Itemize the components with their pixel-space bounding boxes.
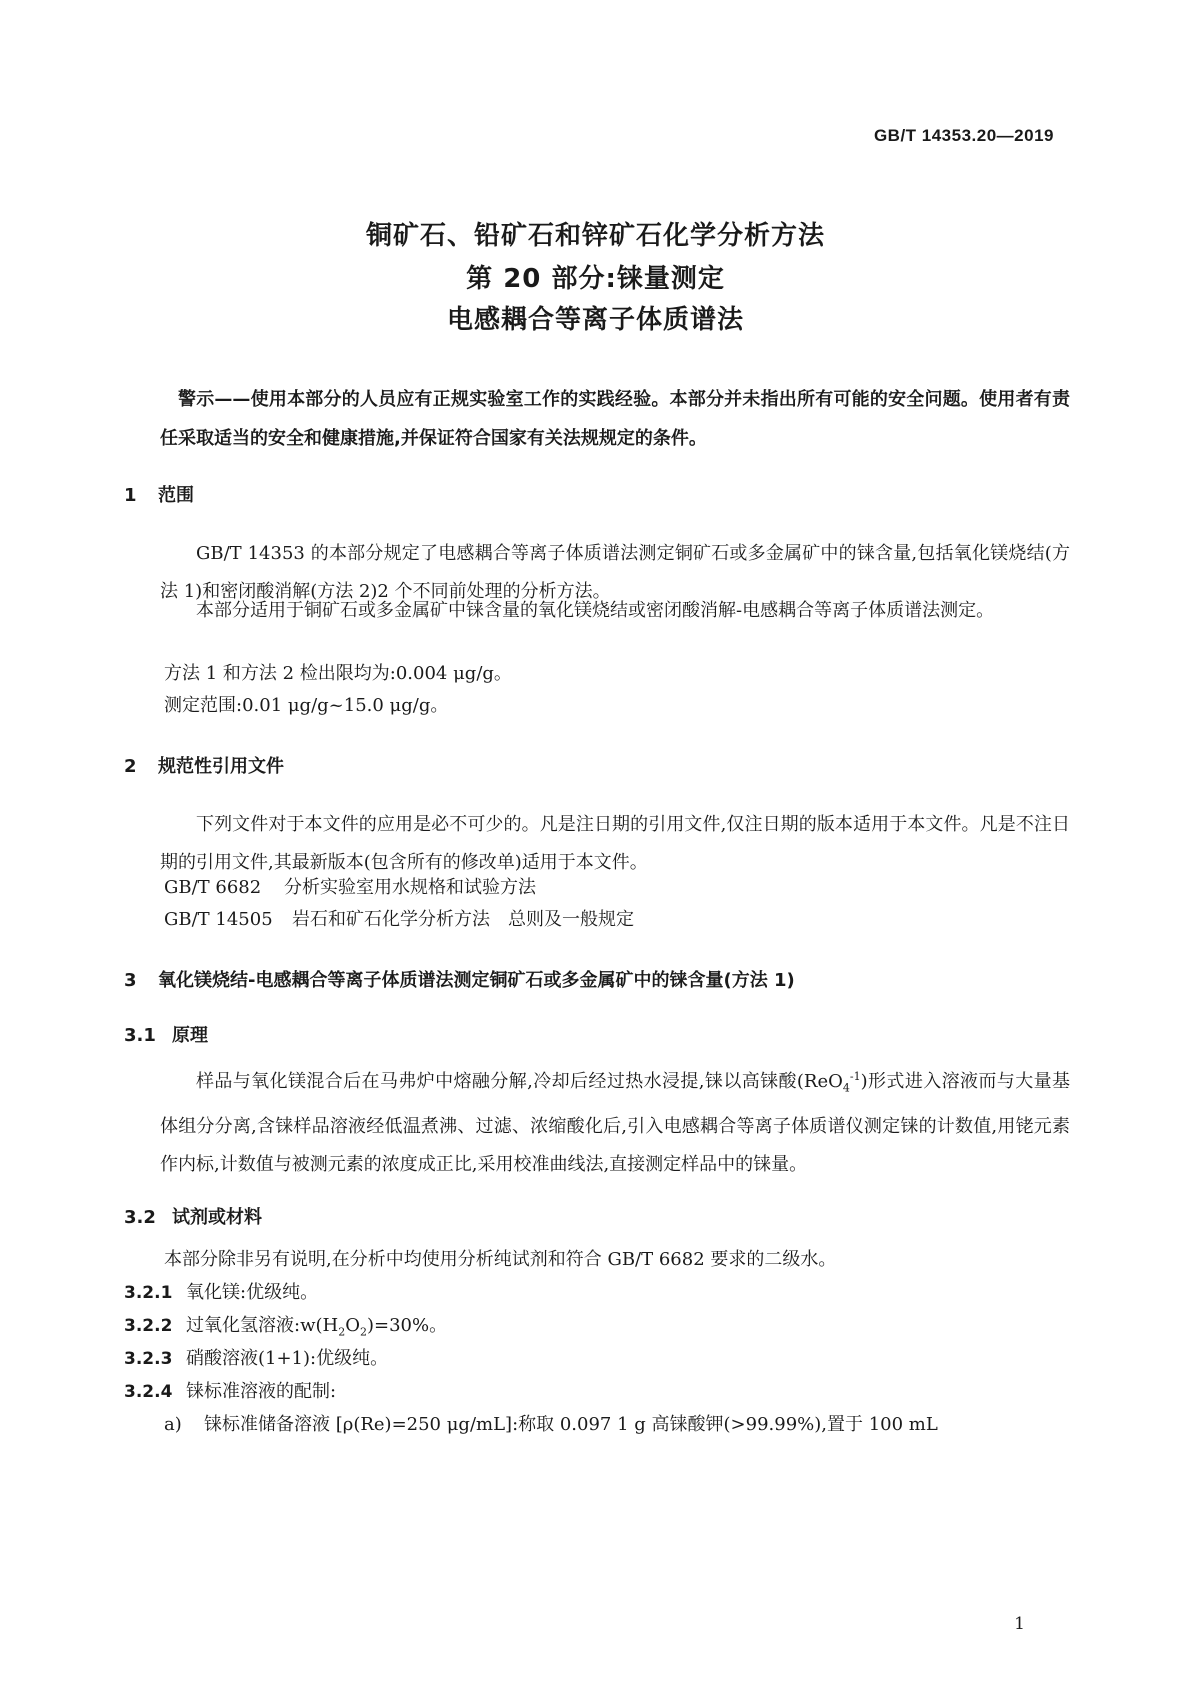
- section-3-2-heading: [124, 1203, 262, 1229]
- item-number: 3.2.3: [124, 1349, 173, 1369]
- standard-code: GB/T 14353.20—2019: [873, 126, 1054, 145]
- item-text: 铼标准储备溶液 [ρ(Re)=250 μg/mL]:称取 0.097 1 g 高铼酸钾(>99.99%),置于 100 mL: [204, 1414, 938, 1435]
- item-number: 3.2.1: [124, 1283, 173, 1303]
- section-number: 3.2: [124, 1207, 156, 1228]
- title-line-2: 第 20 部分:铼量测定: [466, 264, 725, 294]
- reference-code: GB/T 14505: [164, 909, 273, 930]
- s1-paragraph-2: 本部分适用于铜矿石或多金属矿中铼含量的氧化镁烧结或密闭酸消解-电感耦合等离子体质谱法测定。: [196, 600, 995, 621]
- section-title: 范围: [158, 485, 194, 506]
- item-text: 硝酸溶液(1+1):优级纯。: [186, 1348, 389, 1369]
- s1-paragraph-1: GB/T 14353 的本部分规定了电感耦合等离子体质谱法测定铜矿石或多金属矿中的铼含量,包括氧化镁烧结(方法 1)和密闭酸消解(方法 2)2 个不同前处理的分析方法。: [160, 543, 1070, 602]
- section-2-heading: [124, 752, 284, 778]
- reagent-item: 3.2.2 过氧化氢溶液$:w(H_2O_2)=30\%$。: [124, 1315, 448, 1339]
- section-1-heading: [124, 481, 194, 507]
- reference-title: 分析实验室用水规格和试验方法: [284, 877, 536, 898]
- reagent-item: [124, 1377, 336, 1403]
- s1-measure-range: 测定范围:0.01 μg/g~15.0 μg/g。: [164, 695, 449, 716]
- warning-paragraph: 警示——使用本部分的人员应有正规实验室工作的实践经验。本部分并未指出所有可能的安全问题。使用者有责任采取适当的安全和健康措施,并保证符合国家有关法规规定的条件。: [160, 389, 1070, 449]
- section-number: 3.1: [124, 1025, 156, 1046]
- page-number: 1: [1014, 1614, 1025, 1634]
- section-title: 规范性引用文件: [158, 756, 284, 777]
- title-line-3: 电感耦合等离子体质谱法: [446, 305, 744, 335]
- reference-code: GB/T 6682: [164, 877, 262, 898]
- section-3-heading: [124, 966, 795, 992]
- item-number: 3.2.2: [124, 1316, 173, 1336]
- s31-principle-paragraph: 样品与氧化镁混合后在马弗炉中熔融分解,冷却后经过热水浸提,铼以高铼酸(ReO$_4^{-1}$)形式进入溶液而与大量基体组分分离,含铼样品溶液经低温煮沸、过滤、浓缩酸化后,引入电感耦合等离子体质谱仪测定铼的计数值,用铑元素作内标,计数值与被测元素的浓度成正比,采用校准曲线法,直接测定样品中的铼量。: [160, 1070, 1070, 1175]
- section-title: 氧化镁烧结-电感耦合等离子体质谱法测定铜矿石或多金属矿中的铼含量(方法 1): [158, 970, 795, 991]
- section-number: 3: [124, 970, 137, 991]
- s32-intro-paragraph: 本部分除非另有说明,在分析中均使用分析纯试剂和符合 GB/T 6682 要求的二级水。: [164, 1249, 837, 1270]
- section-3-1-heading: [124, 1021, 208, 1047]
- reference-item: [164, 905, 634, 931]
- reference-title: 岩石和矿石化学分析方法 总则及一般规定: [292, 909, 634, 930]
- section-number: 2: [124, 756, 137, 777]
- section-number: 1: [124, 485, 137, 506]
- reagent-sub-item-a: [164, 1410, 938, 1436]
- reference-item: [164, 873, 536, 899]
- reagent-item: [124, 1278, 318, 1304]
- item-text: 铼标准溶液的配制:: [186, 1381, 337, 1402]
- section-title: 试剂或材料: [172, 1207, 262, 1228]
- item-label: a): [164, 1414, 182, 1435]
- title-line-1: 铜矿石、铅矿石和锌矿石化学分析方法: [365, 221, 825, 251]
- section-title: 原理: [172, 1025, 208, 1046]
- item-text: 氧化镁:优级纯。: [186, 1282, 319, 1303]
- reagent-item: [124, 1344, 388, 1370]
- item-number: 3.2.4: [124, 1382, 173, 1402]
- s1-detection-limit: 方法 1 和方法 2 检出限均为:0.004 μg/g。: [164, 663, 512, 684]
- s2-paragraph-1: 下列文件对于本文件的应用是必不可少的。凡是注日期的引用文件,仅注日期的版本适用于本文件。凡是不注日期的引用文件,其最新版本(包含所有的修改单)适用于本文件。: [160, 814, 1070, 873]
